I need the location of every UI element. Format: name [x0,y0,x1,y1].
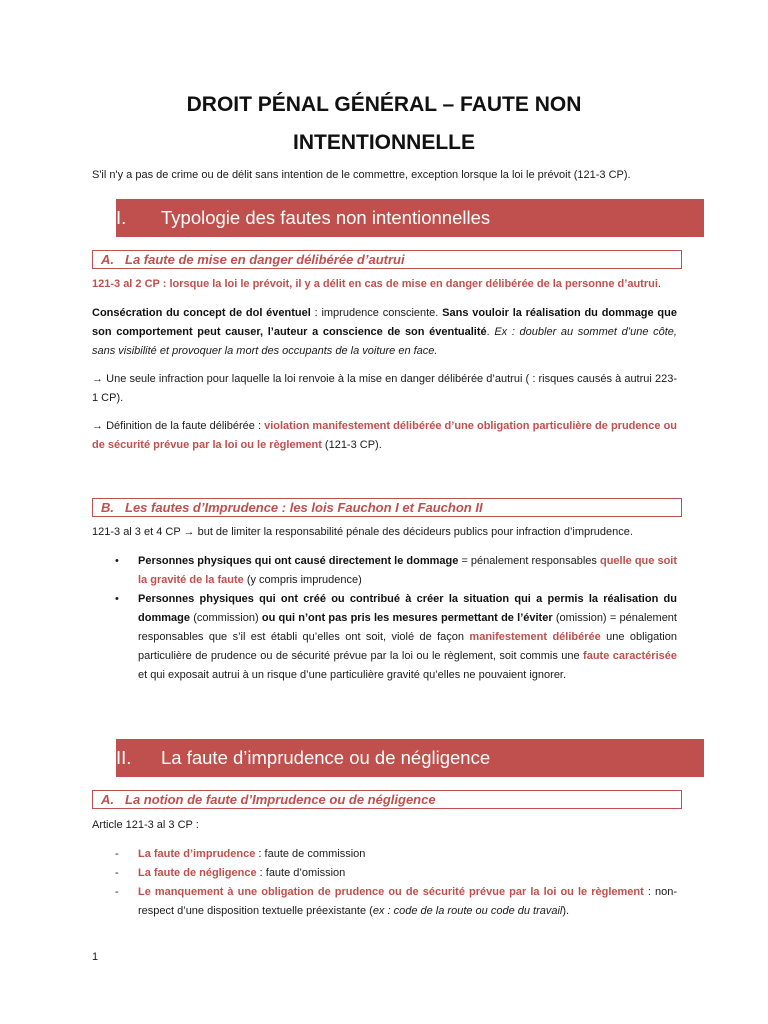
page-title [90,86,678,162]
section-1-heading [116,199,704,237]
paragraph-seule-infraction: → Une seule infraction pour laquelle la loi renvoie à la mise en danger délibérée d’autrui ( : risques causés à autrui 223-1 CP). [92,373,677,404]
arrow-icon: → [183,526,195,538]
subsection-1b-title: Les fautes d’Imprudence : les lois Fauchon I et Fauchon II [125,500,483,515]
paragraph-121-3-al2: 121-3 al 2 CP : lorsque la loi le prévoit, il y a délit en cas de mise en danger délibérée de la personne d’autrui. [92,278,661,290]
article-121-3-al2: 121-3 al 2 CP : lorsque la loi le prévoit, il y a délit en cas de mise en danger délibérée de la personne d’autrui [92,278,658,290]
paragraph-article-121-3-al3: Article 121-3 al 3 CP : [92,819,199,831]
dash-icon: - [115,848,119,860]
dash-list [92,845,677,921]
dash-icon: - [115,886,119,898]
bullet-icon: • [115,593,119,605]
section-2-heading [116,739,704,777]
list-item: - Le manquement à une obligation de prudence ou de sécurité prévue par la loi ou le règlement : non-respect d’une disposition textuelle préexistante (ex : code de la route ou code du travail). [92,883,677,921]
subsection-2a-title: La notion de faute d’Imprudence ou de négligence [125,792,436,807]
list-item: - La faute de négligence : faute d’omission [92,864,677,883]
example-text: Ex : doubler au sommet d’une côte, sans visibilité et provoquer la mort des occupants de la voiture en face. [92,326,677,357]
arrow-icon: → [92,373,103,385]
subsection-1a-heading [92,250,682,269]
list-item: • Personnes physiques qui ont causé directement le dommage = pénalement responsables quelle que soit la gravité de la faute (y compris imprudence) [92,552,677,590]
subsection-1a-letter: A. [101,252,114,267]
subsection-1b-letter: B. [101,500,114,515]
section-2-title: La faute d’imprudence ou de négligence [161,747,491,768]
list-item: • Personnes physiques qui ont créé ou contribué à créer la situation qui a permis la réalisation du dommage (commission) ou qui n’ont pas pris les mesures permettant de l’éviter (omission) = pénalement responsables que s’il est établi qu’elles ont soit, violé de façon manifestement délibérée une obligation particulière de prudence ou de sécurité prévue par la loi ou le règlement, soit commis une faute caractérisée et qui exposait autrui à un risque d’une particulière gravité qu’elles ne pouvaient ignorer. [92,590,677,685]
section-1-number: I. [116,207,127,228]
intro-paragraph: S'il n'y a pas de crime ou de délit sans intention de le commettre, exception lorsque la loi le prévoit (121-3 CP). [92,169,631,181]
section-2-number: II. [116,747,132,768]
subsection-1b-heading [92,498,682,517]
subsection-2a-heading [92,790,682,809]
arrow-icon: → [92,420,103,432]
paragraph-fauchon: 121-3 al 3 et 4 CP → but de limiter la responsabilité pénale des décideurs publics pour infraction d’imprudence. [92,526,633,538]
bullet-icon: • [115,555,119,567]
paragraph-definition-faute: → Définition de la faute délibérée : violation manifestement délibérée d’une obligation particulière de prudence ou de sécurité prévue par la loi ou le règlement (121-3 CP). [92,420,678,451]
section-1-title: Typologie des fautes non intentionnelles [161,207,491,228]
title-line-2: INTENTIONNELLE [293,131,475,154]
list-item: - La faute d’imprudence : faute de commission [92,845,677,864]
bullet-list [92,552,677,685]
title-line-1: DROIT PÉNAL GÉNÉRAL – FAUTE NON [186,93,582,116]
subsection-1a-title: La faute de mise en danger délibérée d’autrui [125,252,405,267]
dash-icon: - [115,867,119,879]
paragraph-dol-eventuel: Consécration du concept de dol éventuel : imprudence consciente. Sans vouloir la réalisation du dommage que son comportement peut causer, l’auteur a conscience de son éventualité. Ex : doubler au sommet d’une côte, sans visibilité et provoquer la mort des occupants de la voiture en face. [92,307,677,357]
page-number: 1 [92,951,99,963]
subsection-2a-letter: A. [101,792,114,807]
